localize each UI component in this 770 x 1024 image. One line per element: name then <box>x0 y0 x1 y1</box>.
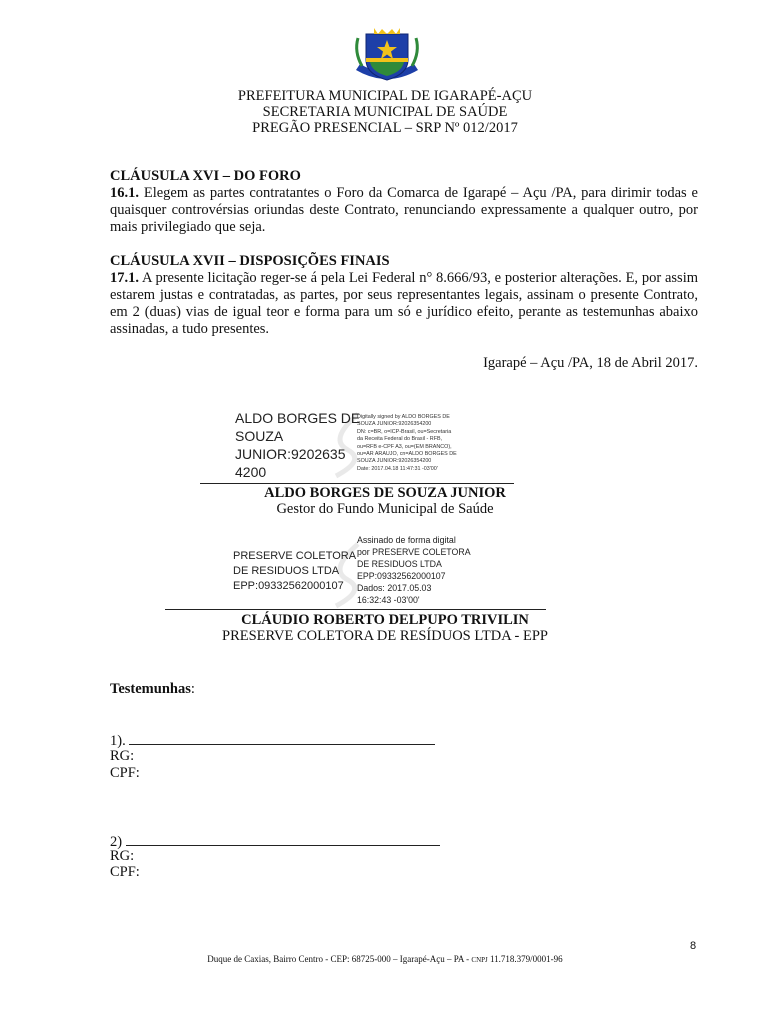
witness-1-line <box>110 731 435 750</box>
signature-1-stamp-name-line: ALDO BORGES DE <box>235 410 361 426</box>
signature-2-digital-info <box>357 534 471 606</box>
witnesses-title-text: Testemunhas <box>110 681 191 697</box>
footer-address <box>0 954 770 964</box>
header-prefeitura: PREFEITURA MUNICIPAL DE IGARAPÉ-AÇU <box>237 88 533 104</box>
witness-2-line <box>110 832 440 851</box>
signature-2-info-line: 16:32:43 -03'00' <box>357 595 420 605</box>
signature-1-line <box>200 483 514 484</box>
witness-1-label: 1). <box>110 733 126 749</box>
municipal-crest-logo <box>352 26 422 86</box>
signature-1-info-line: Date: 2017.04.18 11:47:31 -03'00' <box>357 465 438 472</box>
signature-1-stamp-name-line: JUNIOR:9202635 <box>235 446 346 462</box>
clause-17-text: A presente licitação reger-se á pela Lei Federal n° 8.666/93, e posterior alterações. E, por assim estarem justas e contratadas, as partes, por seus representantes legais, assinam o presente Contrato, em 2 (duas) vias de igual teor e forma para um só e jurídico efeito, perante as testemunhas abaixo assinadas, a tudo presentes. <box>110 270 698 337</box>
witness-1-signature-field[interactable] <box>129 731 435 745</box>
signature-1-info-line: da Receita Federal do Brasil - RFB, <box>357 436 443 443</box>
signature-2-info-line: Dados: 2017.05.03 <box>357 583 432 593</box>
footer-cnpj-label: CNPJ <box>471 956 488 964</box>
signature-2-stamp-name <box>233 549 356 594</box>
witness-2-rg-label: RG: <box>110 848 135 864</box>
page-number: 8 <box>690 940 697 952</box>
header-secretaria: SECRETARIA MUNICIPAL DE SAÚDE <box>262 104 508 120</box>
clause-16-number: 16.1. <box>110 185 139 201</box>
signature-1-info-line: ou=RFB e-CPF A3, ou=(EM BRANCO), <box>357 443 452 450</box>
signature-2-stamp-name-line: DE RESIDUOS LTDA <box>233 565 340 577</box>
signature-1-info-line: SOUZA JUNIOR:92026354200 <box>357 458 432 465</box>
signature-1-name: ALDO BORGES DE SOUZA JUNIOR <box>264 485 506 501</box>
header-pregao: PREGÃO PRESENCIAL – SRP Nº 012/2017 <box>252 120 518 136</box>
footer-address-text: Duque de Caxias, Bairro Centro - CEP: 68725-000 – Igarapé-Açu – PA - <box>207 954 472 964</box>
signature-1-role: Gestor do Fundo Municipal de Saúde <box>276 501 494 517</box>
witnesses-title <box>110 681 195 698</box>
signature-1-info-line: SOUZA JUNIOR:92026354200 <box>357 421 432 428</box>
witness-2-cpf-label: CPF: <box>110 864 140 880</box>
signature-2-company: PRESERVE COLETORA DE RESÍDUOS LTDA - EPP <box>222 628 548 644</box>
signature-2-info-line: EPP:09332562000107 <box>357 571 446 581</box>
witness-1-rg-label: RG: <box>110 748 135 764</box>
signature-1-info-line: Digitally signed by ALDO BORGES DE <box>357 414 450 420</box>
footer-cnpj-value: 11.718.379/0001-96 <box>487 954 563 964</box>
signature-1-stamp-name <box>235 409 360 481</box>
signature-2-stamp-name-line: PRESERVE COLETORA <box>233 550 357 562</box>
witness-2-signature-field[interactable] <box>126 832 440 846</box>
signature-2-name: CLÁUDIO ROBERTO DELPUPO TRIVILIN <box>241 612 529 628</box>
signature-2-stamp-name-line: EPP:09332562000107 <box>233 580 344 592</box>
signature-1-info-line: ou=AR ARAUJO, cn=ALDO BORGES DE <box>357 451 457 458</box>
signature-1-stamp-name-line: 4200 <box>235 464 267 480</box>
witnesses-title-colon: : <box>190 681 195 697</box>
clause-16-body <box>110 185 698 236</box>
signature-2-info-line: por PRESERVE COLETORA <box>357 547 471 557</box>
clause-17-number: 17.1. <box>110 270 139 286</box>
signature-1-stamp-name-line: SOUZA <box>235 428 284 444</box>
witness-1-cpf-label: CPF: <box>110 765 140 781</box>
signature-1-digital-info <box>357 414 457 473</box>
date-line: Igarapé – Açu /PA, 18 de Abril 2017. <box>483 355 698 371</box>
clause-16-title: CLÁUSULA XVI – DO FORO <box>110 168 301 184</box>
clause-17-body <box>110 270 698 338</box>
signature-2-info-line: Assinado de forma digital <box>357 535 456 545</box>
signature-2-info-line: DE RESIDUOS LTDA <box>357 559 442 569</box>
clause-16-text: Elegem as partes contratantes o Foro da Comarca de Igarapé – Açu /PA, para dirimir todas e quaisquer controvérsias oriundas deste Contrato, renunciando expressamente a qualquer outro, por mais privilegiado que seja. <box>110 185 698 235</box>
clause-17-title: CLÁUSULA XVII – DISPOSIÇÕES FINAIS <box>110 253 390 269</box>
signature-1-info-line: DN: c=BR, o=ICP-Brasil, ou=Secretaria <box>357 428 452 435</box>
witness-2-label: 2) <box>110 834 123 850</box>
signature-2-line <box>165 609 546 610</box>
